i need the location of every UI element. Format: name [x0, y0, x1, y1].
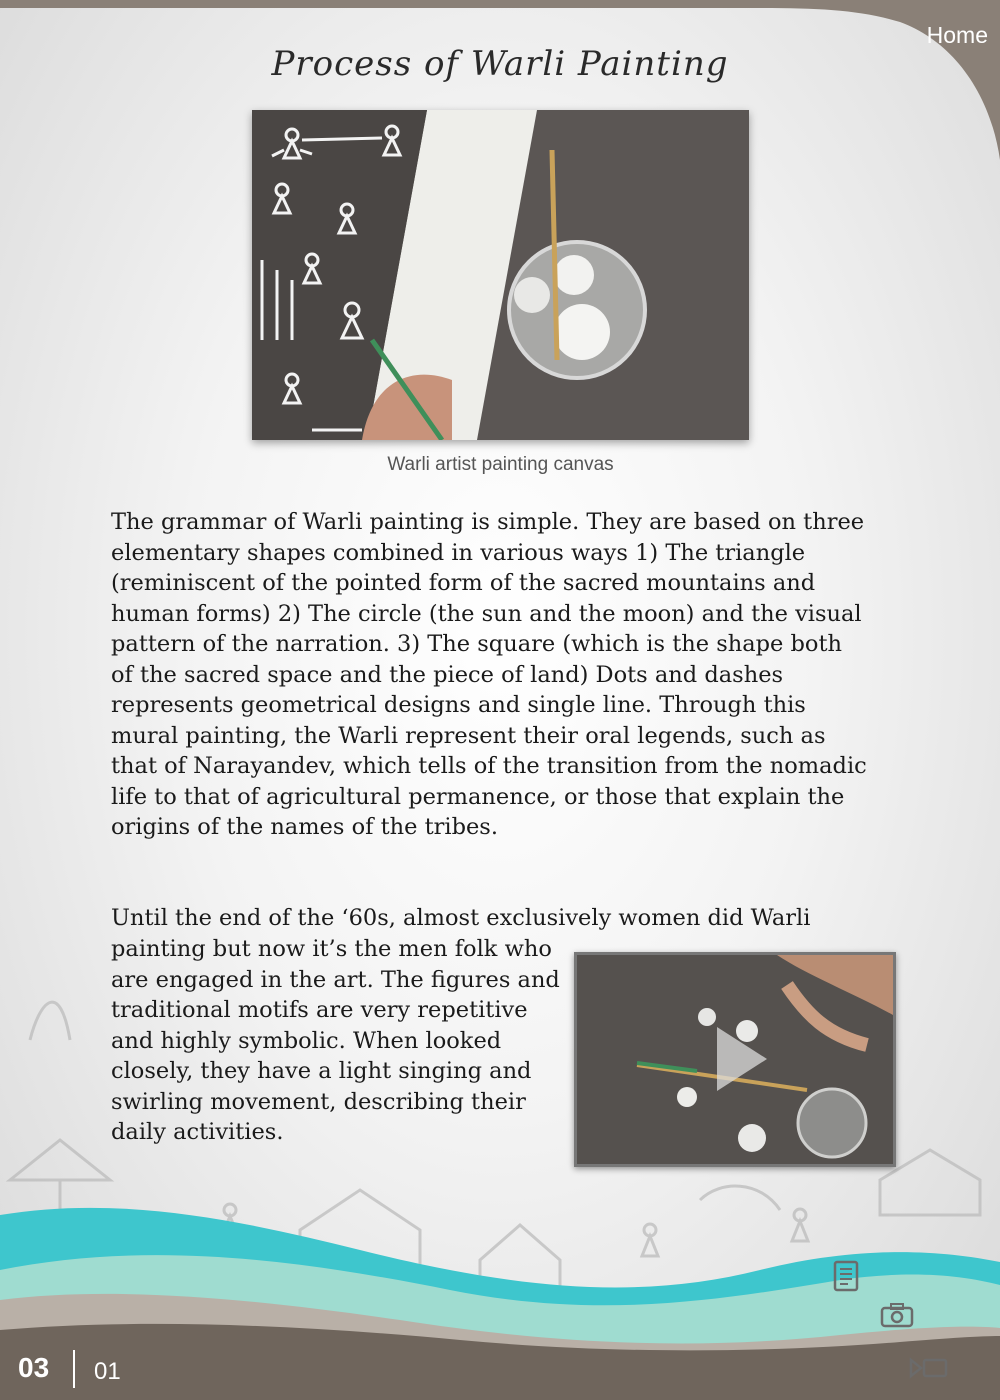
- page-number-divider: [73, 1350, 75, 1388]
- body-paragraph-2-rest: painting but now it’s the men folk who are engaged in the art. The figures and traditional motifs are very repetitive and highly symbolic. When looked closely, they have a light singing and swirling movement, describing their daily activities.: [111, 936, 560, 1145]
- body-paragraph-1: The grammar of Warli painting is simple. They are based on three elementary shapes combined in various ways 1) The triangle (reminiscent of the pointed form of the sacred mountains and human forms) 2) The circle (the sun and the moon) and the visual pattern of the narration. 3) The square (which is the shape both of the sacred space and the piece of land) Dots and dashes represents geometrical designs and single line. Through this mural painting, the Warli represent their oral legends, such as that of Narayandev, which tells of the transition from the nomadic life to that of agricultural permanence, or those that explain the origins of the names of the tribes.: [111, 509, 867, 840]
- body-paragraph-2-first-line: Until the end of the ‘60s, almost exclusively women did Warli: [111, 905, 811, 931]
- artist-painting-photo: [252, 110, 749, 440]
- page-number: 03: [18, 1352, 50, 1383]
- video-player[interactable]: [574, 952, 896, 1167]
- play-icon[interactable]: [717, 1027, 767, 1091]
- page-title: Process of Warli Painting: [271, 44, 729, 84]
- photo-caption: Warli artist painting canvas: [387, 454, 614, 475]
- video-icon[interactable]: [908, 1356, 950, 1380]
- home-link[interactable]: Home: [926, 22, 988, 48]
- document-icon[interactable]: [832, 1260, 860, 1292]
- camera-icon[interactable]: [880, 1302, 914, 1328]
- sub-page-number: 01: [94, 1358, 121, 1385]
